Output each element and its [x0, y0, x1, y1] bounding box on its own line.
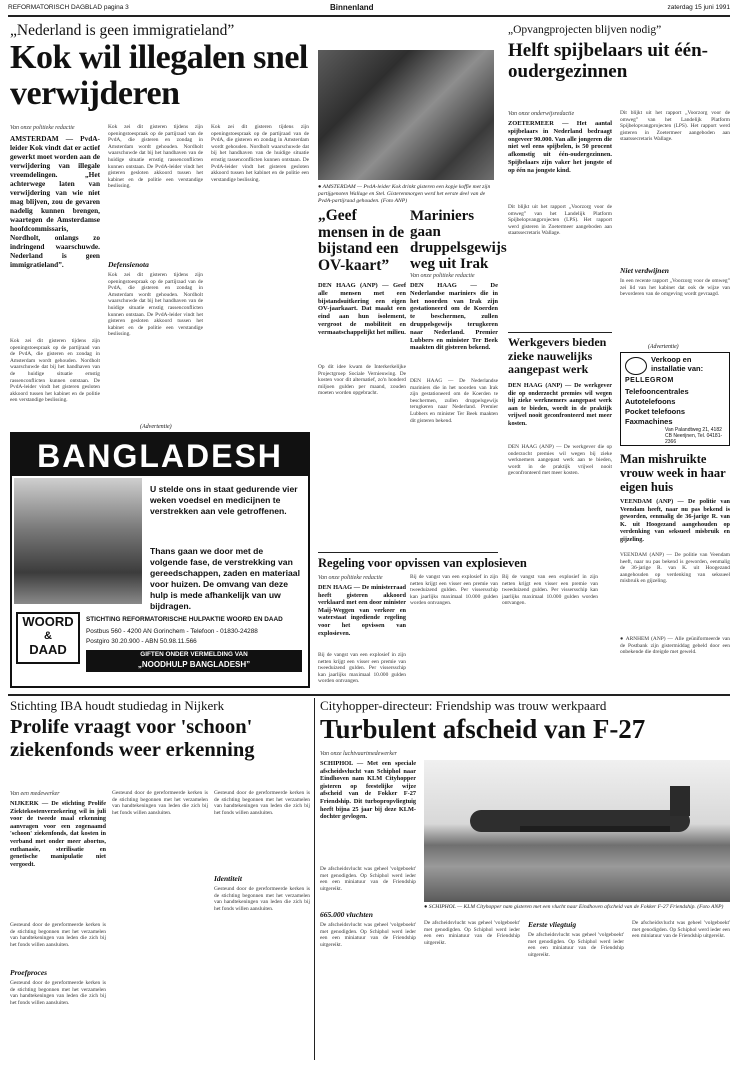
fokker-body-col1: De afscheidsvlucht was geheel 'volgeboekt' met genodigden. Op Schiphol werd ieder een een miniatuur van de Friendship uitgereikt.: [320, 866, 416, 892]
iba-byline: Van een medewerker: [10, 791, 60, 797]
pellegrom-item-2: Autotelefoons: [625, 397, 676, 406]
opvang-kicker: „Opvangprojecten blijven nodig”: [508, 24, 662, 36]
ad-title: BANGLADESH: [37, 438, 283, 474]
ad-text-2: Thans gaan we door met de volgende fase, de verstrekking van gereedschappen, zaden en materiaal voor huizen. De omvang van deze hulp is mede afhankelijk van uw bijdragen.: [150, 546, 300, 611]
main-subhead: Defensienota: [108, 260, 149, 269]
explosieven-body-col3: Bij de vangst van een explosief in zijn netten krijgt een visser een premie van tweeduizend gulden. Per vissersschip kan jaarlijks maximaal 10.000 gulden worden ontvangen.: [502, 574, 598, 607]
opvang-body-col2: Dit blijkt uit het rapport „Voorzorg voor de omweg” van het Landelijk Platform Spijbelopvangprojecten (LPS). Het rapport werd gisteren in Zoetermeer aangeboden aan staatssecretaris Wallage.: [620, 110, 730, 143]
main-lead: AMSTERDAM — PvdA-leider Kok vindt dat er actief gewerkt moet worden aan de verwijdering van illegale vreemdelingen. „Het achterwege laten van verwijdering van wie niet mag blijven, zou de gevaren nadelig kunnen brengen, waartegen de Amsterdamse hoofdcommissaris, Nordholt, onlangs zo indringend waarschuwde. Nederland is geen immigratieland”.: [10, 134, 100, 269]
explosieven-rule: [318, 552, 498, 553]
fokker-headline: Turbulent afscheid van F-27: [320, 714, 646, 744]
ov-body: Op dit idee kwam de Interkerkelijke Projectgroep Sociale Vernieuwing. De kosten voor dit alternatief, zo'n honderd miljoen gulden per maand, zouden moeten worden opgebracht.: [318, 364, 406, 397]
main-kicker: „Nederland is geen immigratieland”: [10, 22, 235, 39]
logo-word: WOORD: [22, 614, 74, 629]
marines-body: DEN HAAG — De Nederlandse mariniers die in het noorden van Irak zijn gestationeerd om de Koerden te beschermen, zullen druppelsgewijs terugkeren naar Nederland. Premier Lubbers en minister Ter Beek maakten dit gisteren bekend.: [410, 378, 498, 424]
main-headline: Kok wil illegalen snel verwijderen: [10, 39, 308, 112]
ad-text-1: U steldе ons in staat gedurende vier weken voedsel en medicijnen te verstrekken aan vele getroffenen.: [150, 484, 298, 516]
iba-body-col1: Gesteund door de gereformeerde kerken is de stichting begonnen met het verzamelen van handtekeningen van leden die zich bij het fonds willen aansluiten.: [10, 922, 106, 948]
explosieven-headline: Regeling voor opvissen van explosieven: [318, 556, 527, 570]
verandering-subhead: Niet verdwijnen: [620, 266, 669, 275]
ad-bangladesh: [10, 432, 310, 688]
opvang-byline: Van onze onderwijsredactie: [508, 111, 575, 117]
marines-headline: Mariniers gaan druppelsgewijs weg uit Irak: [410, 208, 507, 272]
fokker-body-col3: De afscheidsvlucht was geheel 'volgeboekt' met genodigden. Op Schiphol werd ieder een een miniatuur van de Friendship uitgereikt.: [528, 932, 624, 958]
opvang-body-col1: Dit blijkt uit het rapport „Voorzorg voor de omweg” van het Landelijk Platform Spijbelopvangprojecten (LPS). Het rapport werd gisteren in Zoetermeer aangeboden aan staatssecretaris Wallage.: [508, 204, 612, 237]
pellegrom-brand: PELLEGROM: [625, 377, 674, 384]
fokker-kicker: Cityhopper-directeur: Friendship was trouw werkpaard: [320, 698, 607, 713]
werkgevers-rule: [508, 332, 612, 333]
fokker-subhead-2: Eerste vliegtuig: [528, 920, 577, 929]
opvang-headline: Helft spijbelaars uit één-oudergezinnen: [508, 40, 709, 82]
bottom-section-rule: [8, 694, 730, 696]
main-byline: Van onze politieke redactie: [10, 125, 75, 131]
pellegrom-item-1: Telefooncentrales: [625, 387, 689, 396]
iba-body-col1b: Gesteund door de gereformeerde kerken is de stichting begonnen met het verzamelen van handtekeningen van leden die zich bij het fonds willen aansluiten.: [10, 980, 106, 1006]
section-name: Binnenland: [330, 3, 374, 12]
fokker-body-col2: De afscheidsvlucht was geheel 'volgeboekt' met genodigden. Op Schiphol werd ieder een een miniatuur van de Friendship uitgereikt.: [424, 920, 520, 946]
ad-photo-children: [14, 478, 142, 604]
fokker-plane-wing: [520, 826, 670, 832]
fokker-lead: SCHIPHOL — Met een speciale afscheidsvlucht van Schiphol naar Eindhoven nam KLM Cityhopper gisteren op feestelijke wijze afscheid van de Fokker F-27 Friendship. Dit turbopropvliegtuig heeft bijna 25 jaar bij deze KLM-dochter gevlogen.: [320, 760, 416, 821]
ov-headline: „Geef mensen in de bijstand een OV-kaart”: [318, 207, 405, 274]
werkgevers-lead: DEN HAAG (ANP) — De werkgever die op onderzocht premies wil wegen bij zieke werknemers aangepast werk aan te bieden, wordt in de praktijk vrijwel nooit geconfronteerd met meer kosten.: [508, 382, 612, 427]
verandering-body: In een recente rapport „Voorzorg voor de omweg” zei lid van het kabinet dat ook de wijze van bevorderen van de omgeving wordt gevraagd.: [620, 278, 730, 298]
photo-kok-caption: ● AMSTERDAM — PvdA-leider Kok drinkt gisteren een kopje koffie met zijn partijgenoten Wallage en Stel. Gisterenmorgen werd het eerste deel van de PvdA-partijraad gehouden. (Foto ANP): [318, 184, 491, 204]
main-body-col2: Kok zei dit gisteren tijdens zijn openingstoespraak op de partijraad van de PvdA, die gisteren en zondag in Amsterdam wordt gehouden. Nordholt waarschuwde dat bij het handhaven van de huidige situatie ernstig rassenconflicten kunnen ontstaan. De PvdA-leider vindt het gisteren gesloten akkoord tussen het kabinet en de politie een verstandige beslissing.: [108, 124, 203, 190]
paper-name: REFORMATORISCH DAGBLAD pagina 3: [8, 4, 129, 11]
pellegrom-logo-mark: [625, 357, 647, 375]
logo-amp: &: [44, 630, 52, 642]
main-body-col2b: Kok zei dit gisteren tijdens zijn openingstoespraak op de partijraad van de PvdA, die gisteren en zondag in Amsterdam wordt gehouden. Nordholt waarschuwde dat bij het handhaven van de huidige situatie ernstig rassenconflicten kunnen ontstaan. De PvdA-leider vindt het gisteren gesloten akkoord tussen het kabinet en de politie een verstandige beslissing.: [108, 272, 203, 338]
fokker-caption: ● SCHIPHOL — KLM Cityhopper nam gisteren met een vlucht naar Eindhoven afscheid van de Fokker F-27 Friendship. (Foto ANP): [424, 904, 724, 910]
mishandeling-lead: VEENDAM (ANP) — De politie van Veendam heeft, naar nu pas bekend is geworden, eenmalig de 36-jarige R. van K. uit Hoogezand aangehouden op verdenking van seksueel misbruik en gijzeling.: [620, 498, 730, 543]
pellegrom-address: Van Palandtweg 21, 4182 CB Neerijnen, Tel. 04181-2366: [665, 427, 723, 445]
iba-kicker: Stichting IBA houdt studiedag in Nijkerk: [10, 698, 225, 713]
iba-lead: NIJKERK — De stichting Prolife Ziektekostenverzekering wil in juli voor de tweede maal erkenning aanvragen voor een zogenaamd 'schoon' ziekenfonds, dat kosten in verband met onder meer abortus, euthanasie, sterilisatie en genetische manipulatie niet vergoedt.: [10, 800, 106, 868]
fokker-subhead-1: 665.000 vluchten: [320, 910, 373, 919]
explosieven-byline: Van onze politieke redactie: [318, 575, 383, 581]
ad-pellegrom: [620, 352, 730, 446]
main-body-col3: Kok zei dit gisteren tijdens zijn openingstoespraak op de partijraad van de PvdA, die gisteren en zondag in Amsterdam wordt gehouden. Nordholt waarschuwde dat bij het handhaven van de huidige situatie ernstig rassenconflicten kunnen ontstaan. De PvdA-leider vindt het gisteren gesloten akkoord tussen het kabinet en de politie een verstandige beslissing.: [211, 124, 309, 183]
ad-gift: GIFTEN ONDER VERMELDING VAN: [140, 651, 248, 658]
explosieven-lead: DEN HAAG — De ministerraad heeft gisteren akkoord verklaard met een door minister Maij-Weggen van verkeer en waterstaat ingediende regeling voor het opvissen van explosieven.: [318, 584, 406, 637]
werkgevers-headline: Werkgevers bieden zieke nauwelijks aangepast werk: [508, 335, 607, 376]
ad-gift-note: „NOODHULP BANGLADESH”: [137, 660, 251, 669]
mishandeling-headline: Man mishruikte vrouw week in haar eigen huis: [620, 452, 726, 494]
pellegrom-item-4: Faxmachines: [625, 417, 673, 426]
werkgevers-body: DEN HAAG (ANP) — De werkgever die op onderzocht premies wil wegen bij zieke werknemers aangepast werk aan te bieden, wordt in de praktijk vrijwel nooit geconfronteerd met meer kosten.: [508, 444, 612, 477]
mishandeling-body: VEENDAM (ANP) — De politie van Veendam heeft, naar nu pas bekend is geworden, eenmalig de 36-jarige R. van K. uit Hoogezand aangehouden op verdenking van seksueel misbruik en gijzeling.: [620, 552, 730, 585]
ad-logo: [16, 612, 80, 664]
opvang-lead: ZOETERMEER — Het aantal spijbelaars in Nederland bedraagt ongeveer 90.000. Van alle jongeren die niet wel eens spijbelen, is 50 procent afkomstig uit één-oudergezinnen. Spijbelaars zijn vaker het jongste of op één na jongste kind.: [508, 120, 612, 174]
iba-subhead-2: Identiteit: [214, 874, 242, 883]
iba-headline: Prolife vraagt voor 'schoon' ziekenfonds weer erkenning: [10, 716, 255, 761]
fokker-body-col1b: De afscheidsvlucht was geheel 'volgeboekt' met genodigden. Op Schiphol werd ieder een een miniatuur van de Friendship uitgereikt.: [320, 922, 416, 948]
iba-body-col2: Gesteund door de gereformeerde kerken is de stichting begonnen met het verzamelen van handtekeningen van leden die zich bij het fonds willen aansluiten.: [112, 790, 208, 816]
arnhem-brief: ● ARNHEM (ANP) — Alle geüniformeerde van de Postbank zijn gistermiddag gebeld door een onbekende die dreigde met geweld.: [620, 636, 730, 656]
fokker-plane-tail: [670, 786, 690, 816]
ov-lead: DEN HAAG (ANP) — Geef alle mensen met een bijstandsuitkering een eigen OV-jaarkaart. Dat maakt een eind aan hun isolement, vergroot de mobiliteit en vermaatschappelijkt het milieu.: [318, 282, 406, 336]
iba-subhead-1: Proefproces: [10, 968, 48, 977]
main-body-col1: Kok zei dit gisteren tijdens zijn openingstoespraak op de partijraad van de PvdA, die gisteren en zondag in Amsterdam wordt gehouden. Nordholt waarschuwde dat bij het handhaven van de huidige situatie ernstig rassenconflicten kunnen ontstaan. De PvdA-leider vindt het gisteren gesloten akkoord tussen het kabinet en de politie een verstandige beslissing.: [10, 338, 100, 404]
marines-byline: Van onze politieke redactie: [410, 273, 475, 279]
issue-date: zaterdag 15 juni 1991: [667, 4, 730, 11]
ad-caption: (Advertentie): [140, 424, 172, 430]
marines-lead: DEN HAAG — De Nederlandse mariniers die in het noorden van Irak zijn gestationeerd om de Koerden te beschermen, zullen druppelsgewijs terugkeren naar Nederland. Premier Lubbers en minister Ter Beek maakten dit gisteren bekend.: [410, 282, 498, 352]
ad-foundation: STICHTING REFORMATORISCHE HULPAKTIE WOORD EN DAAD: [86, 616, 283, 623]
ad-address: Postbus 560 - 4200 AN Gorinchem - Telefoon - 01830-24288: [86, 628, 258, 635]
iba-body-col3b: Gesteund door de gereformeerde kerken is de stichting begonnen met het verzamelen van handtekeningen van leden die zich bij het fonds willen aansluiten.: [214, 886, 310, 912]
fokker-body-col4: De afscheidsvlucht was geheel 'volgeboekt' met genodigden. Op Schiphol werd ieder een een miniatuur van de Friendship uitgereikt.: [632, 920, 730, 940]
explosieven-body-col2: Bij de vangst van een explosief in zijn netten krijgt een visser een premie van tweeduizend gulden. Per vissersschip kan jaarlijks maximaal 10.000 gulden worden ontvangen.: [410, 574, 498, 607]
iba-body-col3a: Gesteund door de gereformeerde kerken is de stichting begonnen met het verzamelen van handtekeningen van leden die zich bij het fonds willen aansluiten.: [214, 790, 310, 816]
fokker-divider: [314, 698, 315, 1060]
masthead-rule: [8, 15, 730, 17]
pellegrom-item-3: Pocket telefoons: [625, 407, 686, 416]
ad-giro: Postgiro 30.20.900 - ABN 50.98.11.566: [86, 638, 197, 645]
explosieven-body-col1: Bij de vangst van een explosief in zijn netten krijgt een visser een premie van tweeduizend gulden. Per vissersschip kan jaarlijks maximaal 10.000 gulden worden ontvangen.: [318, 652, 406, 685]
logo-daad: DAAD: [29, 642, 67, 657]
pellegrom-caption: (Advertentie): [648, 344, 679, 350]
fokker-byline: Van onze luchtvaartmedewerker: [320, 751, 397, 757]
photo-kok-coffee: [318, 50, 494, 180]
pellegrom-title: Verkoop en installatie van:: [651, 355, 704, 373]
